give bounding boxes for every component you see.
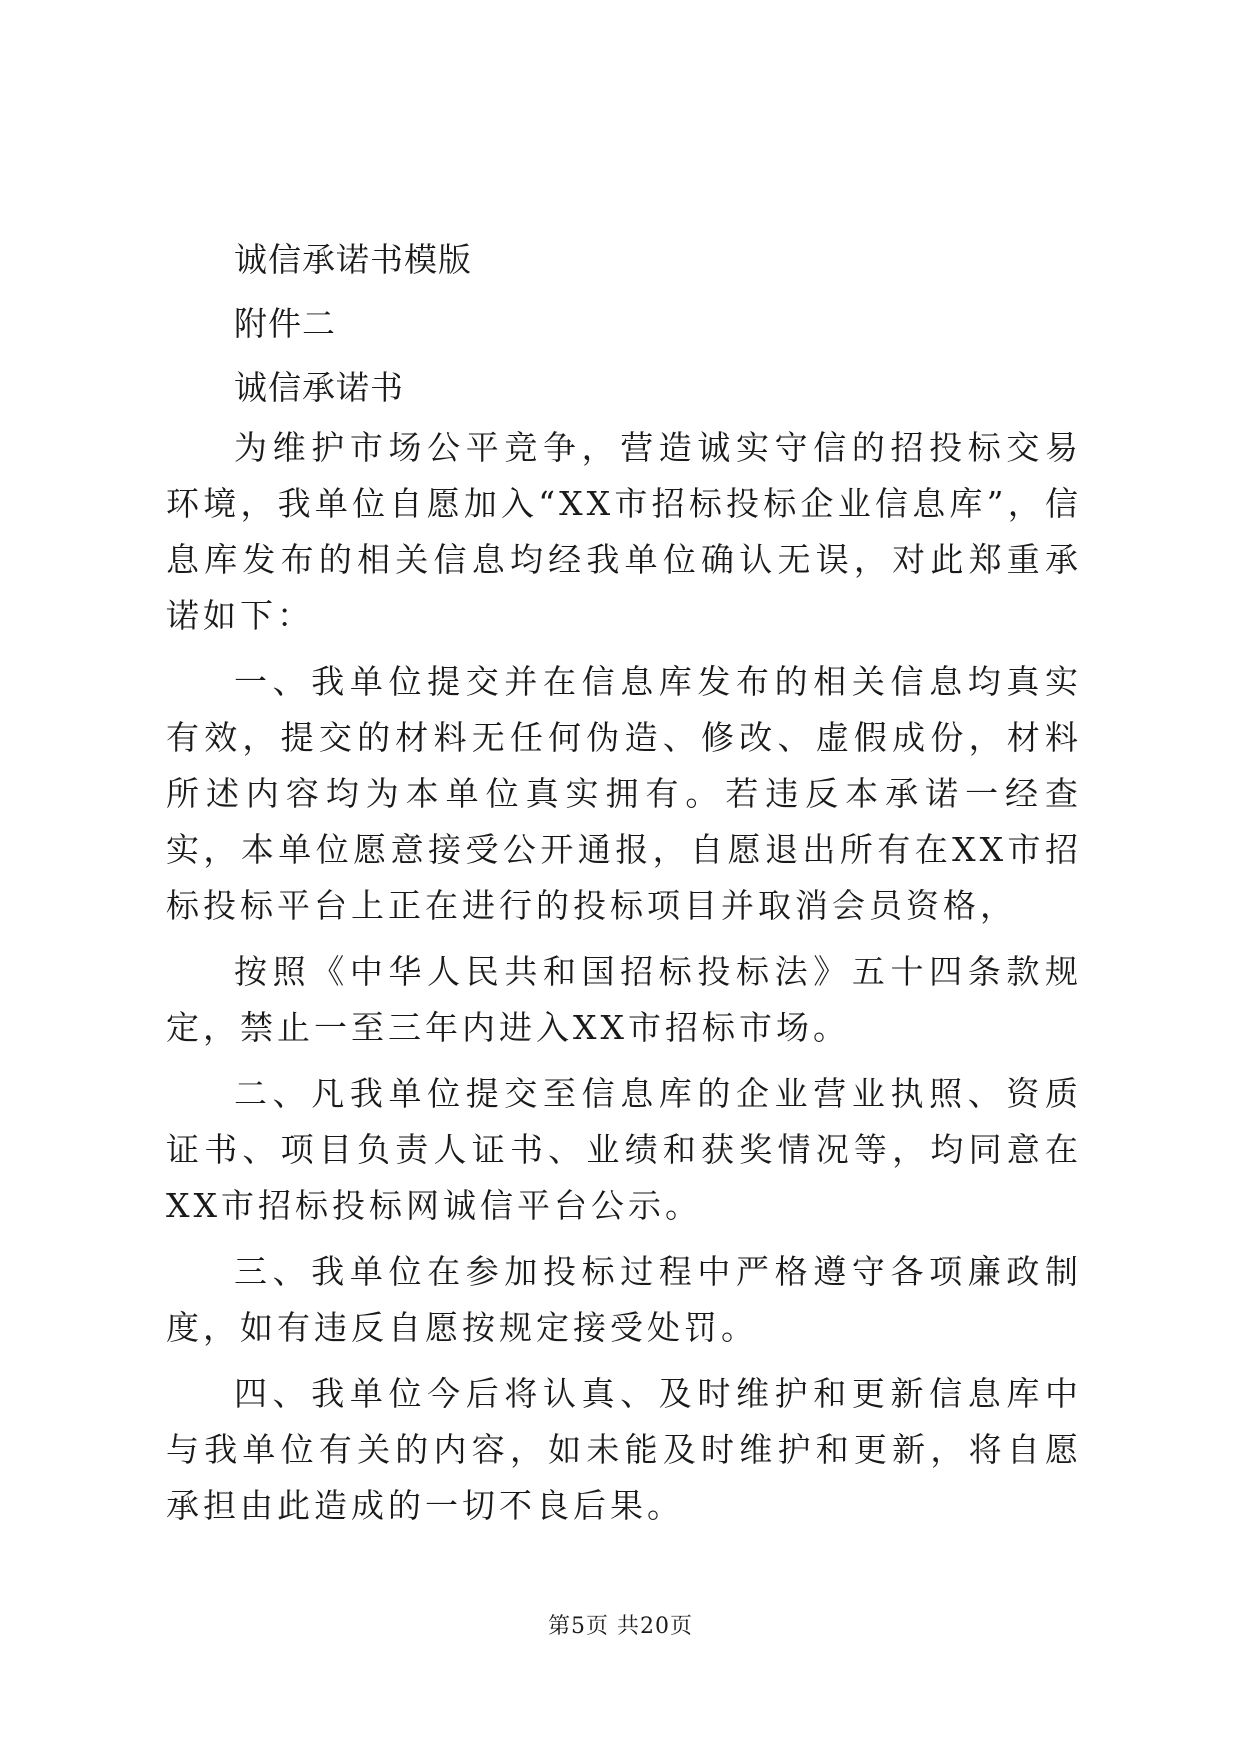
page-number-footer: 第5页 共20页 (548, 1614, 693, 1639)
paragraph-commitment-1: 一、我单位提交并在信息库发布的相关信息均真实有效，提交的材料无任何伪造、修改、虚假成份，材料所述内容均为本单位真实拥有。若违反本承诺一经查实，本单位愿意接受公开通报，自愿退出所有在XX市招标投标平台上正在进行的投标项目并取消会员资格， (166, 662, 1082, 925)
document-title: 诚信承诺书 (234, 368, 404, 407)
paragraph-commitment-2: 二、凡我单位提交至信息库的企业营业执照、资质证书、项目负责人证书、业绩和获奖情况等，均同意在XX市招标投标网诚信平台公示。 (166, 1074, 1082, 1225)
document-body (166, 228, 1082, 1544)
paragraph-intro: 为维护市场公平竞争，营造诚实守信的招投标交易环境，我单位自愿加入“XX市招标投标企业信息库”，信息库发布的相关信息均经我单位确认无误，对此郑重承诺如下： (166, 428, 1082, 635)
paragraph-commitment-3: 三、我单位在参加投标过程中严格遵守各项廉政制度，如有违反自愿按规定接受处罚。 (166, 1252, 1082, 1347)
paragraph-law-reference: 按照《中华人民共和国招标投标法》五十四条款规定，禁止一至三年内进入XX市招标市场。 (166, 952, 1082, 1047)
paragraph-commitment-4: 四、我单位今后将认真、及时维护和更新信息库中与我单位有关的内容，如未能及时维护和更新，将自愿承担由此造成的一切不良后果。 (166, 1374, 1082, 1525)
attachment-label: 附件二 (234, 304, 336, 343)
template-heading: 诚信承诺书模版 (234, 240, 472, 279)
